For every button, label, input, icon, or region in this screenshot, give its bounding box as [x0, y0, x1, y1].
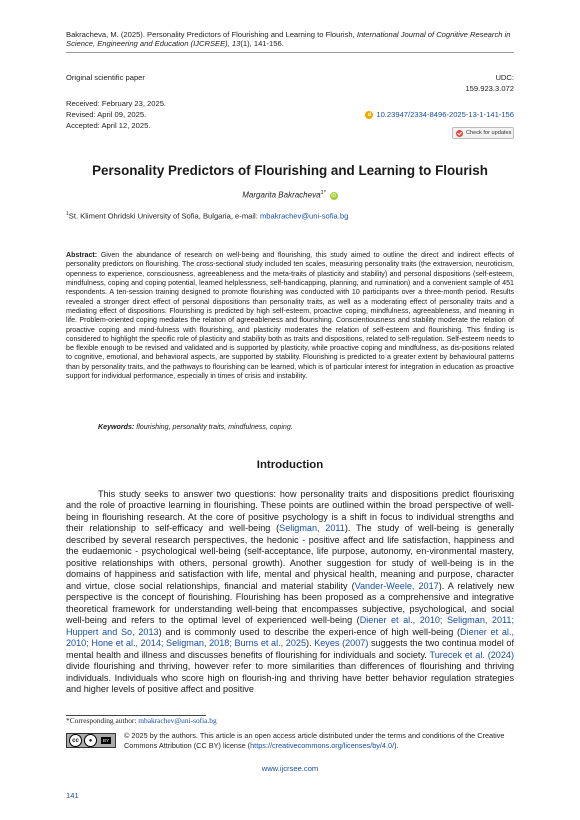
keywords — [98, 423, 293, 431]
journal-name: International Journal of Cognitive Research in Science, Engineering and Education (IJCRSEE), 13 — [66, 30, 511, 49]
license-text — [124, 731, 524, 750]
citation-link[interactable]: Seligman, 2011 — [279, 523, 345, 534]
paper-title: Personality Predictors of Flourishing and Learning to Flourish — [92, 163, 488, 178]
citation-link[interactable]: Diener et al., 2010; Hone et al., 2014; Seligman, 2018; Burns et al., 2025 — [66, 626, 514, 649]
author-marks: 1* — [320, 190, 326, 196]
author-name: Margarita Bakracheva — [242, 190, 321, 200]
body-text-segment: ) and is commonly used to describe the experi-ence of high well-being ( — [158, 626, 461, 637]
license-url-link[interactable]: https://creativecommons.org/licenses/by/4.0/ — [250, 740, 395, 750]
check-updates-button[interactable] — [452, 127, 514, 139]
revised-date: Revised: April 09, 2025. — [66, 110, 147, 119]
accepted-date: Accepted: April 12, 2025. — [66, 121, 151, 130]
citation-link[interactable]: Vander-Weele, 2017 — [354, 580, 439, 591]
by-person-icon: ● — [84, 734, 97, 747]
body-text-segment: This study seeks to answer two questions: how personality traits and dispositions predict flourisxing and the role of proactive learning in flourishing. These points are outlined within the broad perspective of well-being in flourishing research. At the core of positive psychology is a shift in focus to individual strengths and their relationship to self-efficacy and well-being ( — [66, 489, 514, 534]
running-header — [66, 30, 526, 48]
license-statement: © 2025 by the authors. This article is an open access article distributed under the terms and conditions of the Creative Commons Attribution (CC BY) license ( — [124, 731, 505, 750]
citation-link[interactable]: Diener et al., 2010; Seligman, 2011; Huppert and So, 2013 — [66, 615, 514, 637]
body-text-segment: ). — [306, 638, 315, 649]
article-type: Original scientific paper — [66, 73, 145, 82]
body-text-segment: ). The study of well-being is generally described by several research perspectives, the hedonic - positive affect and life satisfaction, happiness and the eudaemonic - psychological well-being (self-acceptance, life purpose, autonomy, en-vironmental mastery, positive relationships with others, personal growth). Another suggestion for study of well-being is in the domains of happiness and satisfaction with life, mental and physical health, meaning and purpose, character and virtue, close social relationships, financial and material stability ( — [66, 523, 514, 591]
citation-suffix: (1), 141-156. — [240, 39, 284, 49]
check-updates-icon — [456, 130, 463, 137]
check-updates-label: Check for updates — [466, 130, 512, 136]
footnote-email-link[interactable]: mbakrachev@uni-sofia.bg — [138, 716, 217, 725]
affiliation — [66, 211, 348, 221]
body-text — [66, 489, 514, 696]
abstract — [66, 251, 514, 381]
doi-link[interactable] — [365, 110, 514, 119]
header-divider — [66, 52, 514, 53]
section-heading: Introduction — [256, 459, 324, 471]
cc-license-badge[interactable] — [66, 733, 116, 748]
citation-prefix: Bakracheva, M. (2025). Personality Predictors of Flourishing and Learning to Flourish, — [66, 30, 357, 39]
orcid-icon[interactable]: iD — [331, 192, 337, 199]
keywords-text: flourishing, personality traits, mindfulness, coping. — [134, 423, 293, 431]
page-number: 141 — [66, 791, 79, 800]
cc-icon: cc — [69, 734, 82, 747]
footnote-label: *Corresponding author: — [66, 716, 139, 725]
body-text-segment: suggests the two continua model of mental health and illness and discusses benefits of flourishing for individuals and society. — [66, 638, 514, 660]
doi-text: 10.23947/2334-8496-2025-13-1-141-156 — [376, 110, 514, 119]
author-line — [66, 190, 514, 200]
abstract-text: Given the abundance of research on well-being and flourishing, this study aimed to outline the direct and indirect effects of personality predictors on flourishing. The cross-sectional study included ten scales, measuring personality traits (the extraversion, neuroticism, openness to experience, consciousness, agreeableness and the meta-traits of plasticity and stability) and personal dispositions (self-esteem, mindfulness, coping and coping potential, learned helplessness, self-handicapping, planning, and rumination) and a convenient sample of 451 respondents. A ten-session training designed to promote flourishing was conducted with 10 participants over a three-month period. Results revealed a stronger direct effect of personal dispositions than personality traits, as well as a moderating effect of personality traits and a mediating effect of dispositions. Flourishing is predicted by high self-esteem, proactive coping, mindfulness, agreeableness, and meaning in life. Problem-oriented coping mediates the relation of agreeableness and flourishing. Conscientiousness and stability moderate the relation of proactive coping and mind-fulness with flourishing, and plasticity moderates the relation of self-esteem and flourishing. This finding is considered to highlight the specific role of plasticity and stability both as traits and dispositions, related to self-regulation. Self-esteem needs to be flexible enough to be revised and validated and is supported by plasticity, while proactive coping and mindfulness, as dis-positions related to cognitive, emotional, and behavioral aspects, are supported by stability. Flourishing is predicted to a greater extent by behavioural patterns than by personality traits, and the pathways to flourishing can be learned, which is of particular interest for integration in education as proactive support for individual performance, especially in times of crisis and instability. — [66, 251, 514, 381]
keywords-label: Keywords: — [98, 423, 135, 431]
body-text-segment: divide flourishing and thriving, however refer to more similarities than differences of flourishing and thriving individuals. Individuals who score high on flourish-ing and thriving have better behavior regulation strategies and higher levels of positive affect and positive — [66, 661, 514, 695]
udc-label: UDC: — [495, 73, 514, 82]
abstract-label: Abstract: — [66, 251, 98, 259]
citation-link[interactable]: Turecek et al. (2024) — [429, 649, 514, 660]
license-close: ). — [394, 740, 399, 750]
corresponding-footnote — [66, 716, 217, 725]
by-label: BY — [103, 738, 110, 743]
received-date: Received: February 23, 2025. — [66, 99, 167, 108]
affiliation-email-link[interactable]: mbakrachev@uni-sofia.bg — [259, 211, 349, 221]
body-text-segment: ). A relatively new perspective is the concept of flourishing. Flourishing has been proposed as a comprehensive and integrative theoretical framework for understanding well-being that encompasses subjective, psychological, and social well-being and refers to the optimal level of experienced well-being ( — [66, 580, 515, 626]
doi-icon: d — [365, 111, 373, 119]
journal-website-link[interactable]: www.ijcrsee.com — [261, 764, 319, 773]
affiliation-sup: 1 — [66, 211, 69, 217]
citation-link[interactable]: Keyes (2007) — [314, 638, 369, 649]
body-paragraph — [66, 489, 514, 696]
udc-value: 159.923.3.072 — [465, 84, 514, 93]
affiliation-text: St. Kliment Ohridski University of Sofia, Bulgaria, e-mail: — [68, 211, 260, 221]
